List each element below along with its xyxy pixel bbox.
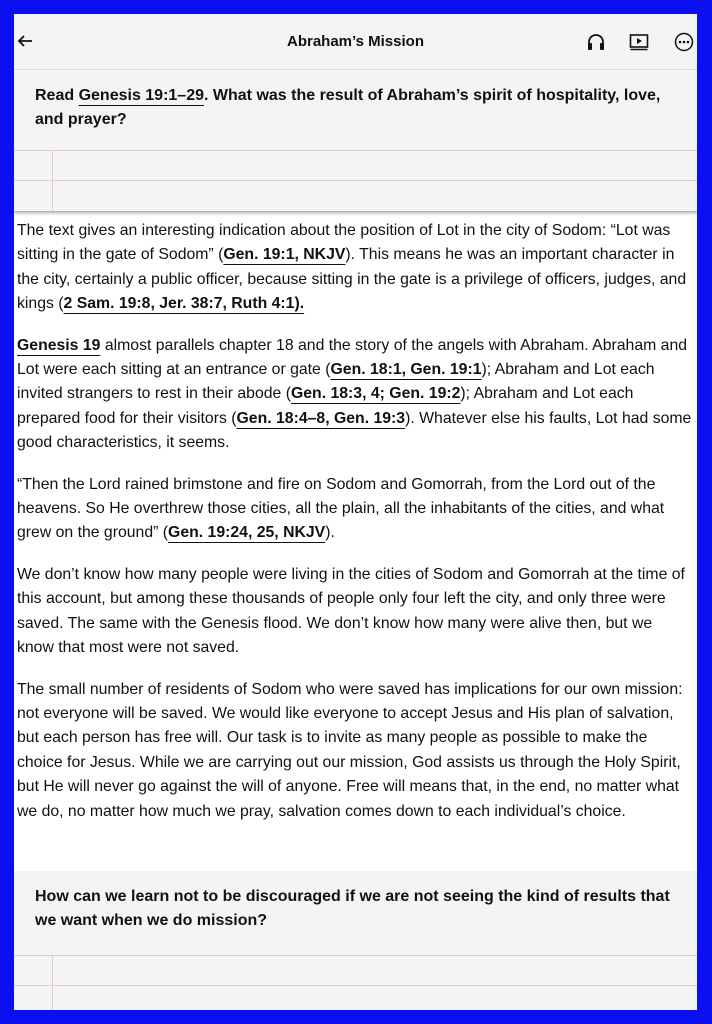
- headphones-icon[interactable]: [585, 31, 607, 53]
- bible-ref-link[interactable]: Genesis 19: [17, 336, 101, 354]
- bible-ref-link[interactable]: Genesis 19:1–29: [78, 87, 204, 104]
- bible-ref-link[interactable]: Gen. 19:24, 25, NKJV: [168, 524, 326, 542]
- paragraph-2: Genesis 19 almost parallels chapter 18 and the story of the angels with Abraham. Abraham and Lot were each sitting at an entrance or gate (Gen. 18:1, Gen. 19:1); Abraham and Lot each invited strangers to rest in their abode (Gen. 18:3, 4; Gen. 19:2); Abraham and Lot each prepared food for their visitors (Gen. 18:4–8, Gen. 19:3). Whatever else his faults, Lot had some good characteristics, it seems.: [17, 336, 692, 452]
- paragraph-1: The text gives an interesting indication about the position of Lot in the city of Sodom: “Lot was sitting in the gate of Sodom” (Gen. 19:1, NKJV). This means he was an important character in the city, certainly a public officer, because sitting in the gate is a privilege of officers, judges, and kings (2 Sam. 19:8, Jer. 38:7, Ruth 4:1).: [17, 222, 687, 313]
- question-1-text: [14, 70, 697, 146]
- bible-ref-link[interactable]: Gen. 19:1, NKJV: [223, 246, 346, 264]
- paragraph-4: We don’t know how many people were living in the cities of Sodom and Gomorrah at the time of this account, but among these thousands of people only four left the city, and only three were saved. The same with the Genesis flood. We don’t know how many were alive then, but we know that most were not saved.: [17, 565, 685, 657]
- page-title: Abraham’s Mission: [287, 33, 424, 50]
- answer-lines-2[interactable]: [14, 955, 697, 1010]
- top-bar: [14, 14, 697, 70]
- answer-lines-1[interactable]: [14, 150, 697, 211]
- paragraph-3: “Then the Lord rained brimstone and fire on Sodom and Gomorrah, from the Lord out of the heavens. So He overthrew those cities, all the plain, all the inhabitants of the cities, and what grew on the ground” (Gen. 19:24, 25, NKJV).: [17, 475, 665, 542]
- bible-ref-link[interactable]: 2 Sam. 19:8, Jer. 38:7, Ruth 4:1).: [63, 295, 305, 313]
- question-2-text: How can we learn not to be discouraged if we are not seeing the kind of results that we want when we do mission?: [35, 888, 670, 929]
- paragraph-5: The small number of residents of Sodom who were saved has implications for our own mission: not everyone will be saved. We would like everyone to accept Jesus and His plan of salvation, but each person has free will. Our task is to invite as many people as possible to make the choice for Jesus. While we are carrying out our mission, God assists us through the Holy Spirit, but He will never go against the will of anyone. Free will means that, in the end, no matter what we do, no matter how much we pray, salvation comes down to each individual’s choice.: [17, 680, 683, 820]
- question-1-rest: . What was the result of Abraham’s spirit of hospitality, love, and prayer?: [35, 87, 661, 128]
- app-window: [14, 14, 697, 1010]
- video-play-icon[interactable]: [628, 31, 650, 53]
- question-card-2: [14, 871, 697, 1010]
- more-options-icon[interactable]: [673, 31, 695, 53]
- bible-ref-link[interactable]: Gen. 18:4–8, Gen. 19:3: [236, 409, 406, 427]
- lesson-body: [14, 211, 697, 824]
- bible-ref-link[interactable]: Gen. 18:1, Gen. 19:1: [330, 361, 482, 379]
- question-card-1: [14, 70, 697, 211]
- bible-ref-link[interactable]: Gen. 18:3, 4; Gen. 19:2: [290, 385, 461, 403]
- question-1-prefix: Read: [35, 87, 79, 104]
